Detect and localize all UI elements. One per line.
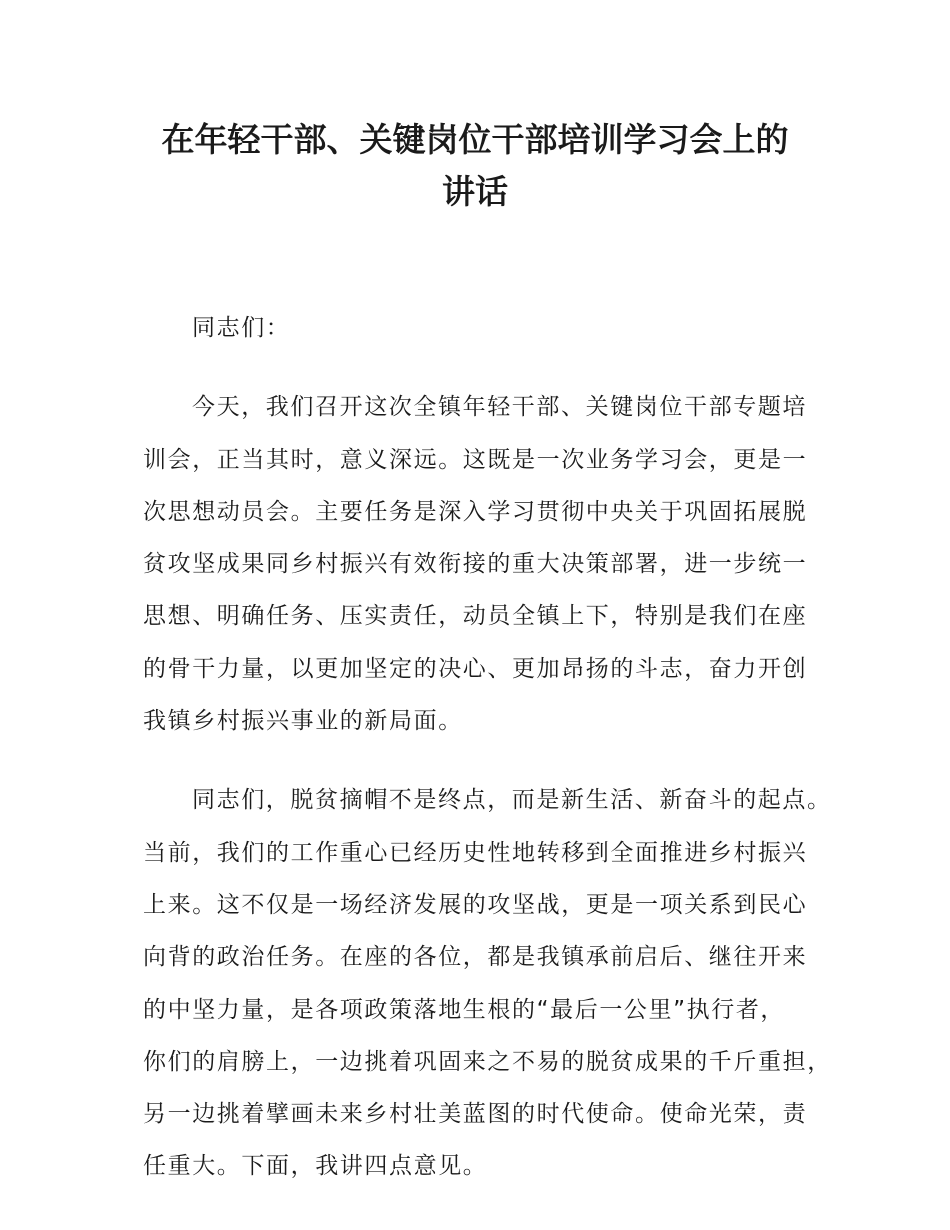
salutation-text: 同志们： xyxy=(192,315,291,341)
paragraph-line: 训会，正当其时，意义深远。这既是一次业务学习会，更是一 xyxy=(143,446,808,473)
paragraph-line: 次思想动员会。主要任务是深入学习贯彻中央关于巩固拓展脱 xyxy=(143,498,808,525)
paragraph-1 xyxy=(143,381,817,747)
title-line-2: 讲话 xyxy=(442,172,508,211)
paragraph-line: 思想、明确任务、压实责任，动员全镇上下，特别是我们在座 xyxy=(143,603,808,630)
paragraph-line: 上来。这不仅是一场经济发展的攻坚战，更是一项关系到民心 xyxy=(143,891,808,918)
paragraph-line: 任重大。下面，我讲四点意见。 xyxy=(143,1153,488,1180)
paragraph-line: 贫攻坚成果同乡村振兴有效衔接的重大决策部署，进一步统一 xyxy=(143,551,808,578)
paragraph-line: 的骨干力量，以更加坚定的决心、更加昂扬的斗志，奋力开创 xyxy=(143,655,808,682)
salutation xyxy=(143,302,817,354)
paragraph-gap xyxy=(143,354,817,381)
document-body xyxy=(143,302,832,1193)
paragraph-line: 你们的肩膀上，一边挑着巩固来之不易的脱贫成果的千斤重担， xyxy=(143,1048,832,1075)
paragraph-gap xyxy=(143,747,817,774)
paragraph-line: 我镇乡村振兴事业的新局面。 xyxy=(143,708,463,735)
paragraph-2 xyxy=(143,774,832,1192)
paragraph-line: 当前，我们的工作重心已经历史性地转移到全面推进乡村振兴 xyxy=(143,839,808,866)
paragraph-line: 的中坚力量，是各项政策落地生根的“最后一公里”执行者， xyxy=(143,996,786,1023)
paragraph-line: 同志们，脱贫摘帽不是终点，而是新生活、新奋斗的起点。 xyxy=(192,787,832,814)
document-title xyxy=(120,114,830,218)
title-line-1: 在年轻干部、关键岗位干部培训学习会上的 xyxy=(161,120,789,159)
paragraph-line: 向背的政治任务。在座的各位，都是我镇承前启后、继往开来 xyxy=(143,944,808,971)
paragraph-line: 另一边挑着擘画未来乡村壮美蓝图的时代使命。使命光荣，责 xyxy=(143,1101,808,1128)
paragraph-line: 今天，我们召开这次全镇年轻干部、关键岗位干部专题培 xyxy=(192,394,807,421)
